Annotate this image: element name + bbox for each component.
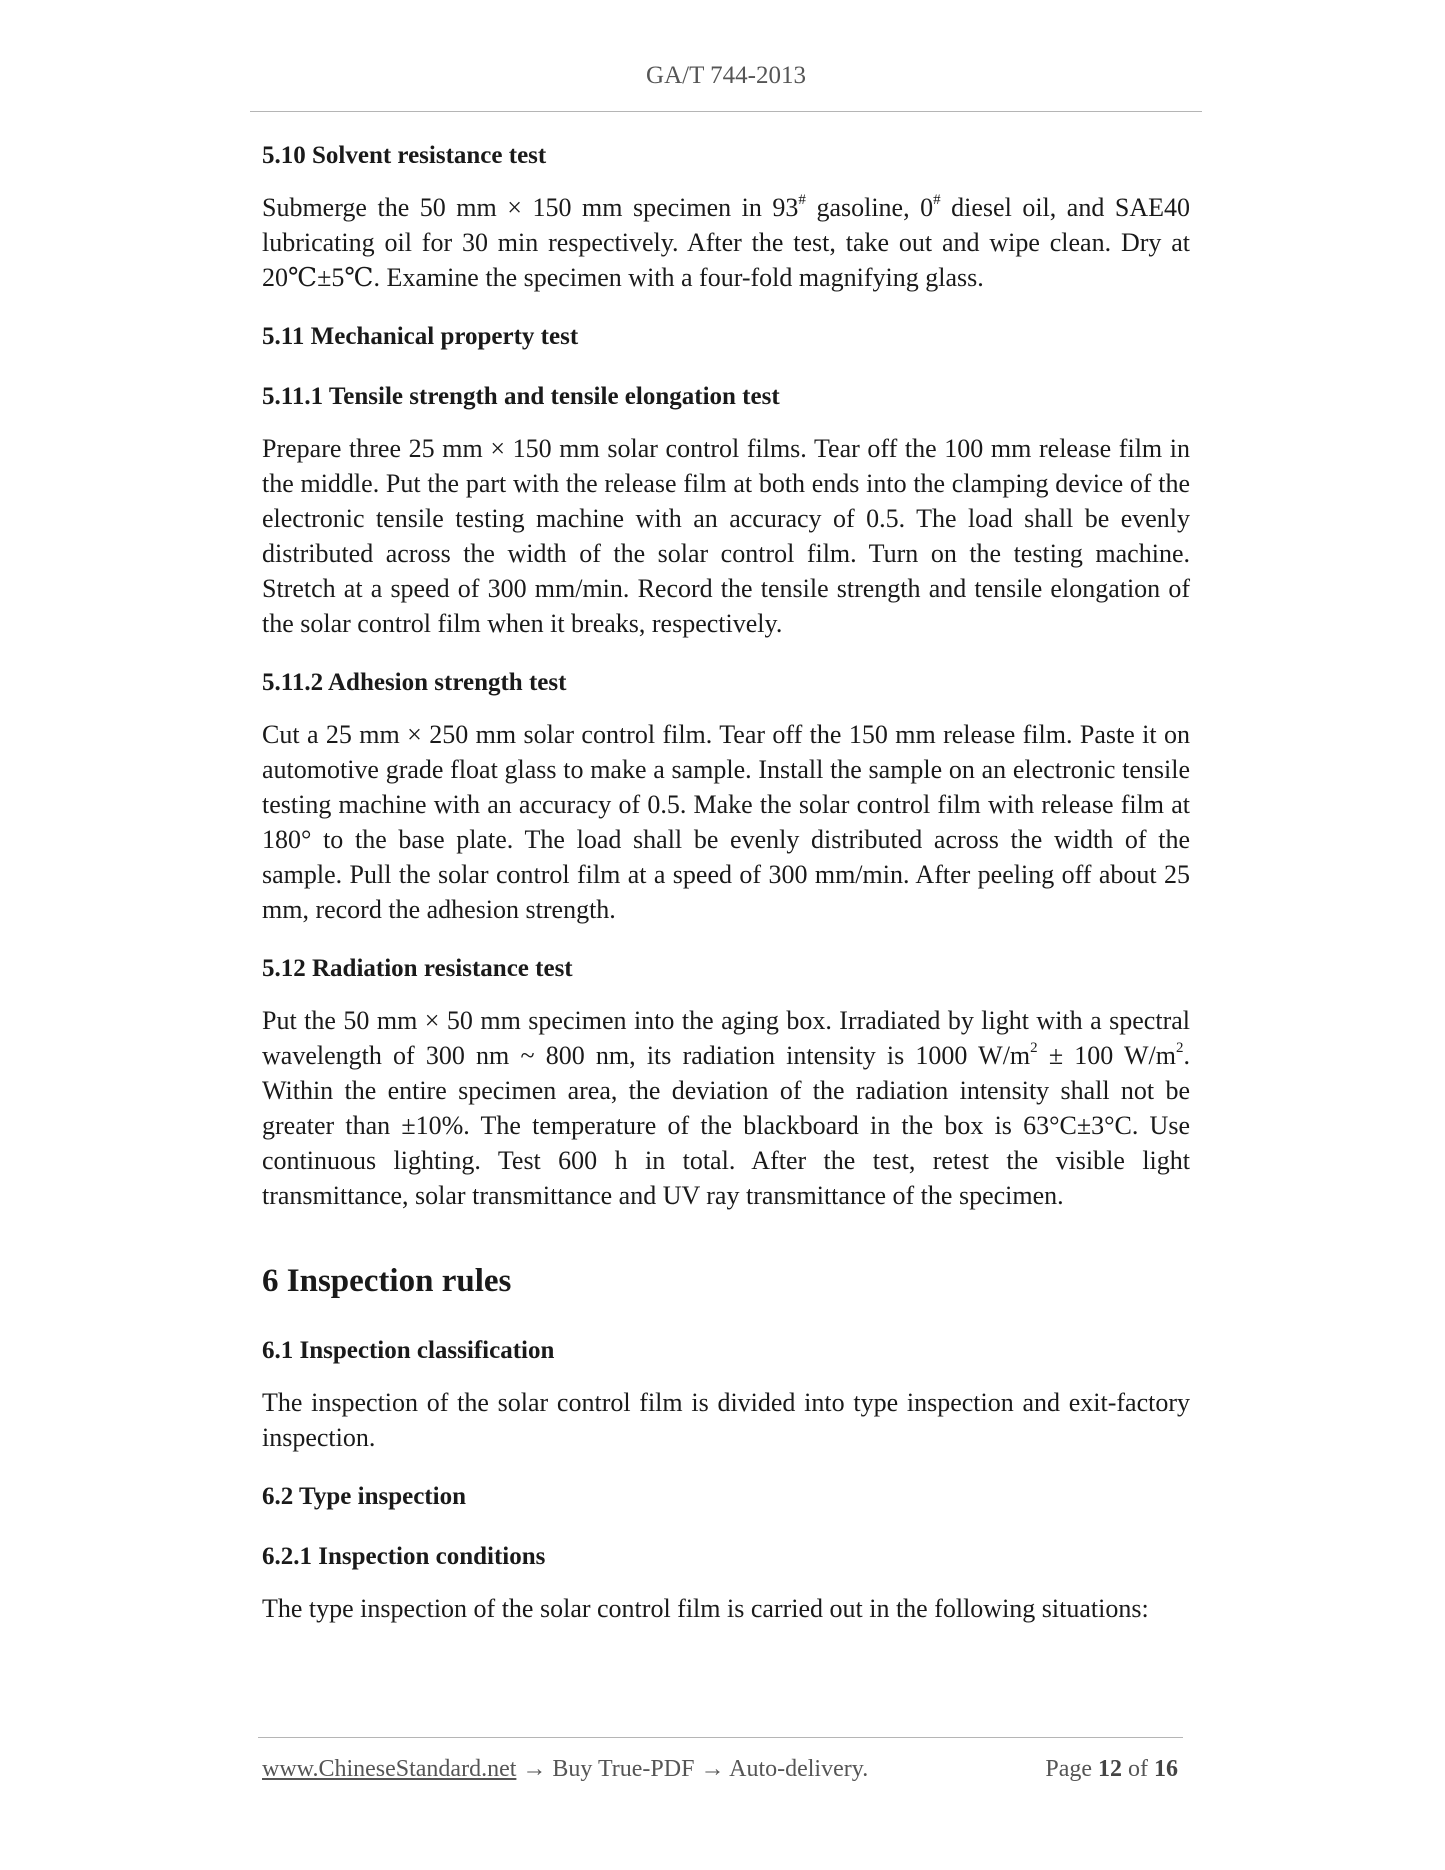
section-5-11-2-heading: 5.11.2 Adhesion strength test (262, 669, 567, 696)
footer-divider (258, 1737, 1183, 1738)
section-5-11-1-heading: 5.11.1 Tensile strength and tensile elongation test (262, 383, 780, 410)
section-6-1-heading: 6.1 Inspection classification (262, 1337, 555, 1364)
header-divider (250, 111, 1202, 112)
section-5-12-paragraph: Put the 50 mm × 50 mm specimen into the aging box. Irradiated by light with a spectral wavelength of 300 nm ~ 800 nm, its radiation intensity is 1000 $W/m^2 \pm 100$ $W/m^2$. Within the entire specimen area, the deviation of the radiation intensity shall not be greater than ±10%. The temperature of the blackboard in the box is 63°C±3°C. Use continuous lighting. Test 600 h in total. After the test, retest the visible light transmittance, solar transmittance and UV ray transmittance of the specimen. (262, 1006, 1190, 1210)
footer-tagline: → Buy True-PDF → Auto-delivery. (516, 1756, 869, 1782)
page-footer (262, 1754, 1182, 1788)
running-header (250, 62, 1202, 112)
section-6-2-1-heading: 6.2.1 Inspection conditions (262, 1543, 546, 1570)
section-5-11-1-paragraph: Prepare three 25 mm × 150 mm solar control films. Tear off the 100 mm release film in the middle. Put the part with the release film at both ends into the clamping device of the electronic tensile testing machine with an accuracy of 0.5. The load shall be evenly distributed across the width of the solar control film. Turn on the testing machine. Stretch at a speed of 300 mm/min. Record the tensile strength and tensile elongation of the solar control film when it breaks, respectively. (262, 434, 1190, 638)
section-6-2-heading: 6.2 Type inspection (262, 1483, 466, 1510)
section-5-10-heading: 5.10 Solvent resistance test (262, 142, 547, 169)
section-5-10-paragraph: Submerge the 50 mm × 150 mm specimen in 93# gasoline, 0# diesel oil, and SAE40 lubricating oil for 30 min respectively. After the test, take out and wipe clean. Dry at 20℃±5℃. Examine the specimen with a four-fold magnifying glass. (262, 192, 1190, 292)
section-5-12-heading: 5.12 Radiation resistance test (262, 955, 573, 982)
website-link[interactable]: www.ChineseStandard.net (262, 1756, 517, 1782)
section-6-1-paragraph: The inspection of the solar control film is divided into type inspection and exit-factory inspection. (262, 1388, 1190, 1452)
page-indicator: Page 12 of 16 (1045, 1756, 1178, 1782)
section-5-11-2-paragraph: Cut a 25 mm × 250 mm solar control film. Tear off the 150 mm release film. Paste it on automotive grade float glass to make a sample. Install the sample on an electronic tensile testing machine with an accuracy of 0.5. Make the solar control film with release film at 180° to the base plate. The load shall be evenly distributed across the width of the sample. Pull the solar control film at a speed of 300 mm/min. After peeling off about 25 mm, record the adhesion strength. (262, 720, 1190, 924)
section-6-2-1-paragraph: The type inspection of the solar control film is carried out in the following situations: (262, 1594, 1149, 1623)
document-id: GA/T 744-2013 (646, 62, 806, 89)
total-pages: 16 (1154, 1756, 1178, 1782)
page-body (262, 138, 1190, 1626)
section-6-heading: 6 Inspection rules (262, 1263, 512, 1299)
section-5-11-heading: 5.11 Mechanical property test (262, 323, 579, 350)
page-number: 12 (1098, 1756, 1122, 1782)
